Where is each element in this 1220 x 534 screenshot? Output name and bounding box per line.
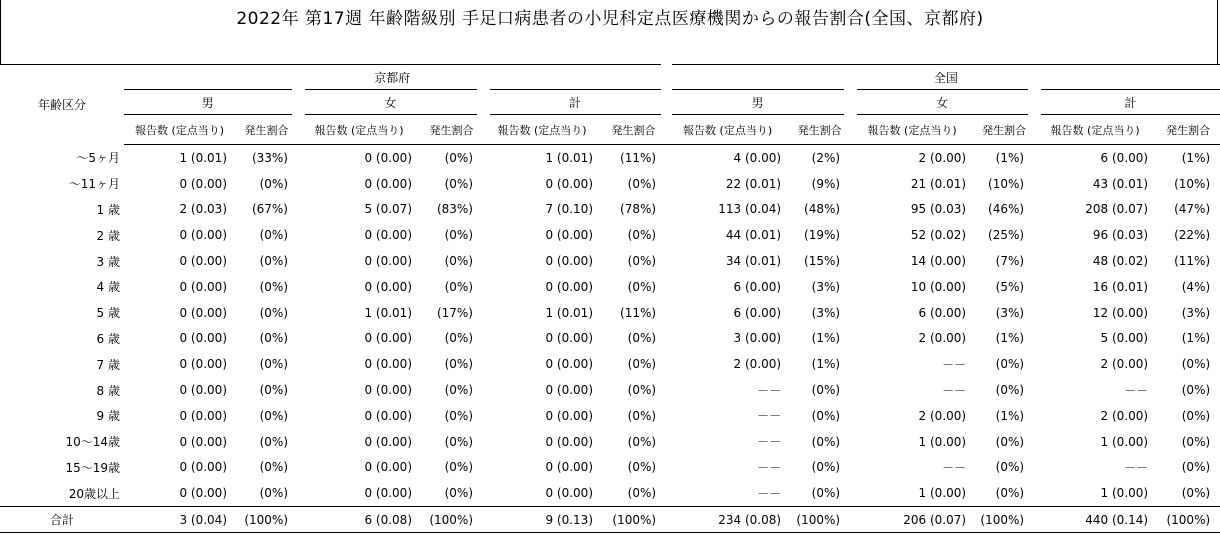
ratio-cell: (46%) <box>988 202 1025 217</box>
count-cell: 4 (0.00) <box>733 150 782 165</box>
table-row <box>0 351 1220 377</box>
count-cell: 21 (0.01) <box>910 176 967 191</box>
ratio-cell: (0%) <box>444 434 473 449</box>
count-cell: 0 (0.00) <box>364 434 412 449</box>
count-cell: 0 (0.00) <box>179 279 227 294</box>
ratio-cell: (0%) <box>627 486 657 501</box>
table-row <box>0 248 1220 274</box>
age-label: 4 歳 <box>96 280 120 295</box>
ratio-cell: (1%) <box>995 331 1025 346</box>
count-cell: 2 (0.00) <box>918 408 967 423</box>
ratio-cell: (5%) <box>995 279 1025 294</box>
table-row <box>0 429 1220 455</box>
ratio-cell: (0%) <box>811 383 841 398</box>
count-cell: 0 (0.00) <box>179 408 227 423</box>
table-row <box>0 403 1220 429</box>
age-label: 6 歳 <box>96 331 120 346</box>
count-cell: 0 (0.00) <box>364 408 412 423</box>
count-cell: 0 (0.00) <box>545 486 593 501</box>
count-cell: 0 (0.00) <box>364 228 412 243</box>
ratio-cell: (0%) <box>995 383 1025 398</box>
count-cell: 10 (0.00) <box>910 279 967 294</box>
ratio-cell: (0%) <box>627 279 657 294</box>
sex-header-national-male: 男 <box>666 90 850 115</box>
age-label: ～5ヶ月 <box>76 151 120 166</box>
count-cell: 0 (0.00) <box>545 228 593 243</box>
ratio-cell: (0%) <box>259 434 288 449</box>
count-cell: 0 (0.00) <box>364 150 412 165</box>
sex-header-kyoto-female: 女 <box>298 90 483 115</box>
ratio-cell: (100%) <box>235 507 298 533</box>
col-count-header: 報告数 (定点当り) <box>850 115 974 145</box>
ratio-cell: (0%) <box>811 434 841 449</box>
ratio-cell: (22%) <box>1174 228 1211 243</box>
ratio-cell: (0%) <box>444 383 473 398</box>
count-cell: 2 (0.00) <box>918 150 967 165</box>
table-row <box>0 171 1220 197</box>
count-cell: 0 (0.00) <box>179 228 227 243</box>
count-cell: 95 (0.03) <box>910 202 967 217</box>
count-cell: －－ <box>757 435 782 450</box>
count-cell: 1 (0.00) <box>918 434 967 449</box>
ratio-cell: (17%) <box>436 305 473 320</box>
count-cell: 16 (0.01) <box>1092 279 1149 294</box>
ratio-cell: (0%) <box>259 331 288 346</box>
sex-header-national-female: 女 <box>850 90 1034 115</box>
count-cell: 0 (0.00) <box>545 408 593 423</box>
sex-header-national-total: 計 <box>1034 90 1220 115</box>
ratio-cell: (0%) <box>1181 486 1211 501</box>
count-cell: 3 (0.04) <box>124 507 235 533</box>
report-table <box>0 64 1220 533</box>
age-label: 15～19歳 <box>65 460 120 475</box>
count-cell: 440 (0.14) <box>1034 507 1156 533</box>
ratio-cell: (3%) <box>995 305 1025 320</box>
ratio-cell: (0%) <box>1181 383 1211 398</box>
count-cell: －－ <box>757 460 782 475</box>
count-cell: 0 (0.00) <box>179 434 227 449</box>
ratio-cell: (0%) <box>627 331 657 346</box>
count-cell: 0 (0.00) <box>364 331 412 346</box>
count-cell: 0 (0.00) <box>364 486 412 501</box>
age-column-header: 年齢区分 <box>37 97 86 112</box>
ratio-cell: (0%) <box>627 228 657 243</box>
ratio-cell: (7%) <box>995 254 1025 269</box>
ratio-cell: (0%) <box>1181 357 1211 372</box>
ratio-cell: (19%) <box>804 228 841 243</box>
count-cell: 1 (0.01) <box>545 150 593 165</box>
count-cell: 0 (0.00) <box>545 331 593 346</box>
count-cell: 206 (0.07) <box>850 507 974 533</box>
ratio-cell: (0%) <box>627 176 657 191</box>
count-cell: 43 (0.01) <box>1092 176 1149 191</box>
ratio-cell: (10%) <box>1174 176 1211 191</box>
ratio-cell: (48%) <box>804 202 841 217</box>
table-row <box>0 480 1220 506</box>
ratio-cell: (0%) <box>259 176 288 191</box>
col-ratio-header: 発生割合 <box>974 115 1034 145</box>
count-cell: 0 (0.00) <box>545 357 593 372</box>
age-label: 8 歳 <box>96 383 120 398</box>
count-cell: －－ <box>942 383 967 398</box>
col-count-header: 報告数 (定点当り) <box>298 115 420 145</box>
page-title: 2022年 第17週 年齢階級別 手足口病患者の小児科定点医療機関からの報告割合(全国、京都府) <box>236 9 984 29</box>
ratio-cell: (1%) <box>811 357 841 372</box>
ratio-cell: (47%) <box>1174 202 1211 217</box>
count-cell: 0 (0.00) <box>364 254 412 269</box>
col-ratio-header: 発生割合 <box>601 115 666 145</box>
ratio-cell: (1%) <box>1181 331 1211 346</box>
count-cell: 0 (0.00) <box>179 176 227 191</box>
count-cell: 2 (0.00) <box>1100 408 1149 423</box>
count-cell: 0 (0.00) <box>364 279 412 294</box>
ratio-cell: (0%) <box>1181 408 1211 423</box>
ratio-cell: (0%) <box>259 357 288 372</box>
ratio-cell: (67%) <box>251 202 288 217</box>
ratio-cell: (1%) <box>995 150 1025 165</box>
ratio-cell: (100%) <box>1156 507 1220 533</box>
count-cell: 52 (0.02) <box>910 228 967 243</box>
count-cell: 1 (0.01) <box>545 305 593 320</box>
ratio-cell: (0%) <box>444 486 473 501</box>
count-cell: 2 (0.00) <box>1100 357 1149 372</box>
count-cell: 0 (0.00) <box>179 254 227 269</box>
count-cell: －－ <box>1124 460 1149 475</box>
col-count-header: 報告数 (定点当り) <box>483 115 601 145</box>
ratio-cell: (0%) <box>444 150 473 165</box>
ratio-cell: (0%) <box>1181 460 1211 475</box>
ratio-cell: (100%) <box>420 507 483 533</box>
col-count-header: 報告数 (定点当り) <box>666 115 789 145</box>
age-label: 1 歳 <box>96 202 120 217</box>
ratio-cell: (100%) <box>601 507 666 533</box>
ratio-cell: (0%) <box>995 357 1025 372</box>
ratio-cell: (2%) <box>811 150 841 165</box>
ratio-cell: (10%) <box>988 176 1025 191</box>
table-row <box>0 377 1220 403</box>
count-cell: 5 (0.07) <box>364 202 412 217</box>
age-label: 20歳以上 <box>68 486 120 501</box>
count-cell: 2 (0.03) <box>179 202 227 217</box>
table-row <box>0 326 1220 352</box>
ratio-cell: (0%) <box>259 254 288 269</box>
ratio-cell: (1%) <box>811 331 841 346</box>
count-cell: 0 (0.00) <box>179 383 227 398</box>
count-cell: 6 (0.00) <box>733 279 782 294</box>
ratio-cell: (0%) <box>259 460 288 475</box>
count-cell: 0 (0.00) <box>179 331 227 346</box>
age-label: 9 歳 <box>96 409 120 424</box>
ratio-cell: (3%) <box>811 305 841 320</box>
ratio-cell: (0%) <box>259 486 288 501</box>
ratio-cell: (0%) <box>995 460 1025 475</box>
ratio-cell: (4%) <box>1181 279 1211 294</box>
count-cell: 1 (0.01) <box>179 150 227 165</box>
ratio-cell: (0%) <box>995 434 1025 449</box>
count-cell: 113 (0.04) <box>718 202 782 217</box>
age-label: 5 歳 <box>96 306 120 321</box>
ratio-cell: (0%) <box>444 228 473 243</box>
count-cell: 5 (0.00) <box>1100 331 1149 346</box>
table-row <box>0 197 1220 223</box>
count-cell: 96 (0.03) <box>1092 228 1149 243</box>
count-cell: 1 (0.00) <box>1100 486 1149 501</box>
col-ratio-header: 発生割合 <box>235 115 298 145</box>
ratio-cell: (0%) <box>259 305 288 320</box>
count-cell: 1 (0.01) <box>364 305 412 320</box>
ratio-cell: (100%) <box>974 507 1034 533</box>
count-cell: 2 (0.00) <box>918 331 967 346</box>
count-cell: 0 (0.00) <box>179 486 227 501</box>
ratio-cell: (0%) <box>627 408 657 423</box>
ratio-cell: (78%) <box>620 202 657 217</box>
col-ratio-header: 発生割合 <box>420 115 483 145</box>
count-cell: －－ <box>757 383 782 398</box>
count-cell: 6 (0.00) <box>918 305 967 320</box>
count-cell: 7 (0.10) <box>545 202 593 217</box>
count-cell: －－ <box>942 460 967 475</box>
table-row <box>0 222 1220 248</box>
sex-header-kyoto-total: 計 <box>483 90 666 115</box>
ratio-cell: (1%) <box>995 408 1025 423</box>
age-label: 2 歳 <box>96 228 120 243</box>
ratio-cell: (0%) <box>811 408 841 423</box>
ratio-cell: (11%) <box>620 150 657 165</box>
age-label: 10～14歳 <box>65 435 120 450</box>
ratio-cell: (9%) <box>811 176 841 191</box>
header-blank <box>0 65 124 90</box>
count-cell: 0 (0.00) <box>364 176 412 191</box>
count-cell: 44 (0.01) <box>725 228 782 243</box>
count-cell: 0 (0.00) <box>545 176 593 191</box>
region-header-kyoto: 京都府 <box>124 65 666 90</box>
ratio-cell: (3%) <box>1181 305 1211 320</box>
count-cell: 234 (0.08) <box>666 507 789 533</box>
count-cell: 6 (0.00) <box>733 305 782 320</box>
sex-header-kyoto-male: 男 <box>124 90 298 115</box>
age-label: ～11ヶ月 <box>68 177 120 192</box>
count-cell: －－ <box>942 357 967 372</box>
count-cell: 6 (0.08) <box>298 507 420 533</box>
ratio-cell: (0%) <box>444 176 473 191</box>
ratio-cell: (0%) <box>444 254 473 269</box>
count-cell: 0 (0.00) <box>545 434 593 449</box>
count-cell: 2 (0.00) <box>733 357 782 372</box>
ratio-cell: (0%) <box>995 486 1025 501</box>
ratio-cell: (0%) <box>259 279 288 294</box>
ratio-cell: (0%) <box>444 357 473 372</box>
age-label: 3 歳 <box>96 254 120 269</box>
count-cell: 0 (0.00) <box>179 305 227 320</box>
ratio-cell: (0%) <box>259 408 288 423</box>
count-cell: －－ <box>1124 383 1149 398</box>
region-header-national: 全国 <box>666 65 1220 90</box>
ratio-cell: (0%) <box>627 383 657 398</box>
ratio-cell: (15%) <box>804 254 841 269</box>
col-count-header: 報告数 (定点当り) <box>1034 115 1156 145</box>
ratio-cell: (0%) <box>444 408 473 423</box>
count-cell: 48 (0.02) <box>1092 254 1149 269</box>
count-cell: 208 (0.07) <box>1085 202 1149 217</box>
ratio-cell: (0%) <box>627 357 657 372</box>
table-row <box>0 274 1220 300</box>
count-cell: 0 (0.00) <box>545 279 593 294</box>
count-cell: 0 (0.00) <box>545 254 593 269</box>
ratio-cell: (100%) <box>789 507 850 533</box>
ratio-cell: (0%) <box>627 460 657 475</box>
count-cell: 1 (0.00) <box>918 486 967 501</box>
ratio-cell: (0%) <box>444 331 473 346</box>
ratio-cell: (0%) <box>811 486 841 501</box>
count-cell: 0 (0.00) <box>179 460 227 475</box>
ratio-cell: (0%) <box>444 279 473 294</box>
col-count-header: 報告数 (定点当り) <box>124 115 235 145</box>
ratio-cell: (0%) <box>259 228 288 243</box>
count-cell: 0 (0.00) <box>545 460 593 475</box>
ratio-cell: (33%) <box>251 150 288 165</box>
table-row <box>0 455 1220 481</box>
count-cell: 0 (0.00) <box>545 383 593 398</box>
count-cell: 0 (0.00) <box>364 383 412 398</box>
count-cell: －－ <box>757 409 782 424</box>
table-row <box>0 145 1220 171</box>
ratio-cell: (25%) <box>988 228 1025 243</box>
count-cell: 9 (0.13) <box>483 507 601 533</box>
total-row <box>0 507 1220 533</box>
table-row <box>0 300 1220 326</box>
col-ratio-header: 発生割合 <box>789 115 850 145</box>
ratio-cell: (3%) <box>811 279 841 294</box>
count-cell: 14 (0.00) <box>910 254 967 269</box>
total-label: 合計 <box>0 507 124 533</box>
ratio-cell: (11%) <box>620 305 657 320</box>
count-cell: －－ <box>757 486 782 501</box>
count-cell: 0 (0.00) <box>364 357 412 372</box>
ratio-cell: (83%) <box>436 202 473 217</box>
ratio-cell: (0%) <box>811 460 841 475</box>
count-cell: 0 (0.00) <box>364 460 412 475</box>
age-label: 7 歳 <box>96 357 120 372</box>
col-ratio-header: 発生割合 <box>1156 115 1220 145</box>
ratio-cell: (0%) <box>627 254 657 269</box>
ratio-cell: (0%) <box>259 383 288 398</box>
ratio-cell: (0%) <box>444 460 473 475</box>
count-cell: 34 (0.01) <box>725 254 782 269</box>
ratio-cell: (1%) <box>1181 150 1211 165</box>
count-cell: 3 (0.00) <box>733 331 782 346</box>
ratio-cell: (0%) <box>1181 434 1211 449</box>
count-cell: 1 (0.00) <box>1100 434 1149 449</box>
count-cell: 12 (0.00) <box>1092 305 1149 320</box>
ratio-cell: (11%) <box>1174 254 1211 269</box>
ratio-cell: (0%) <box>627 434 657 449</box>
count-cell: 22 (0.01) <box>725 176 782 191</box>
count-cell: 6 (0.00) <box>1100 150 1149 165</box>
count-cell: 0 (0.00) <box>179 357 227 372</box>
